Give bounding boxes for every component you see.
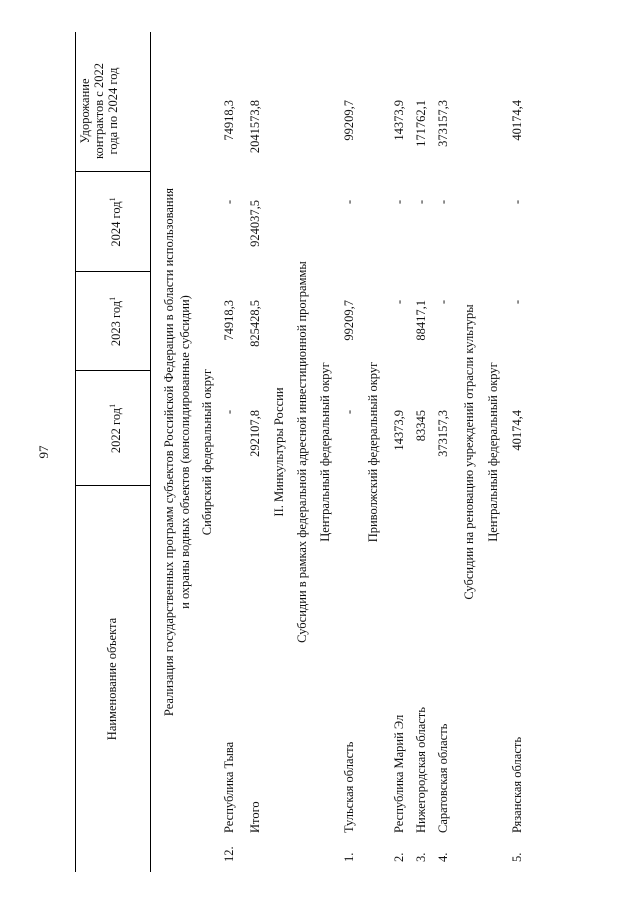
row-cost: 2041573,8 bbox=[248, 100, 262, 154]
row-2024: - bbox=[342, 200, 356, 205]
section-volga: Приволжский федеральный округ bbox=[366, 361, 380, 543]
row-cost: 373157,3 bbox=[436, 100, 450, 147]
row-2023: 825428,5 bbox=[248, 300, 262, 347]
row-name: Итого bbox=[248, 801, 262, 833]
row-2022: 14373,9 bbox=[392, 410, 406, 451]
row-num: 1. bbox=[342, 852, 356, 862]
row-name: Республика Марий Эл bbox=[392, 714, 406, 833]
row-name: Саратовская область bbox=[436, 723, 450, 833]
footnote-mark: 1 bbox=[108, 403, 117, 408]
page-number: 97 bbox=[36, 445, 51, 459]
header-2024 bbox=[105, 172, 124, 272]
row-2023: - bbox=[510, 300, 524, 305]
row-cost: 99209,7 bbox=[342, 100, 356, 141]
section-siberian: Сибирский федеральный округ bbox=[200, 368, 214, 536]
row-num: 12. bbox=[222, 846, 236, 862]
row-num: 2. bbox=[392, 852, 406, 862]
row-name: Рязанская область bbox=[510, 736, 524, 833]
section-renovation: Субсидии на реновацию учреждений отрасли культуры bbox=[462, 304, 476, 600]
program-title-line2: и охраны водных объектов (консолидированные субсидии) bbox=[178, 295, 192, 609]
row-name: Нижегородская область bbox=[414, 707, 428, 833]
section-central-1: Центральный федеральный округ bbox=[318, 362, 332, 542]
row-num: 5. bbox=[510, 852, 524, 862]
footnote-mark: 1 bbox=[108, 296, 117, 301]
row-2023: 74918,3 bbox=[222, 300, 236, 341]
program-title-line1: Реализация государственных программ субъектов Российской Федерации в области использования bbox=[162, 187, 176, 717]
row-cost: 14373,9 bbox=[392, 100, 406, 141]
section-faip: Субсидии в рамках федеральной адресной инвестиционной программы bbox=[295, 261, 309, 643]
row-num: 4. bbox=[436, 852, 450, 862]
section-ministry: II. Минкультуры России bbox=[272, 387, 286, 517]
row-2022: 40174,4 bbox=[510, 410, 524, 451]
row-2024: - bbox=[392, 200, 406, 205]
row-2022: - bbox=[342, 410, 356, 415]
row-2024: - bbox=[436, 200, 450, 205]
row-name: Тульская область bbox=[342, 741, 356, 833]
row-2023: 88417,1 bbox=[414, 300, 428, 341]
row-2024: - bbox=[414, 200, 428, 205]
row-2022: - bbox=[222, 410, 236, 415]
header-2022 bbox=[105, 371, 124, 486]
header-2023-label: 2023 год bbox=[109, 300, 124, 347]
header-name bbox=[105, 486, 120, 872]
row-num: 3. bbox=[414, 852, 428, 862]
header-2022-label: 2022 год bbox=[109, 407, 124, 454]
footnote-mark: 1 bbox=[108, 197, 117, 202]
row-2022: 292107,8 bbox=[248, 410, 262, 457]
row-2023: - bbox=[392, 300, 406, 305]
row-2022: 373157,3 bbox=[436, 410, 450, 457]
row-2023: 99209,7 bbox=[342, 300, 356, 341]
header-name-label: Наименование объекта bbox=[105, 617, 119, 741]
row-cost: 40174,4 bbox=[510, 100, 524, 141]
row-2022: 83345 bbox=[414, 410, 428, 442]
header-2024-label: 2024 год bbox=[109, 201, 124, 247]
row-name: Республика Тыва bbox=[222, 741, 236, 833]
row-cost: 74918,3 bbox=[222, 100, 236, 141]
row-2024: - bbox=[222, 200, 236, 205]
row-2024: 924037,5 bbox=[248, 200, 262, 247]
header-2023 bbox=[105, 272, 124, 371]
row-2024: - bbox=[510, 200, 524, 205]
section-central-2: Центральный федеральный округ bbox=[486, 362, 500, 542]
row-cost: 171762,1 bbox=[414, 100, 428, 147]
header-cost: Удорожание контрактов с 2022 года по 2024 год bbox=[78, 63, 120, 159]
table-top-border bbox=[75, 32, 76, 872]
row-2023: - bbox=[436, 300, 450, 305]
header-bottom-border bbox=[150, 32, 151, 872]
